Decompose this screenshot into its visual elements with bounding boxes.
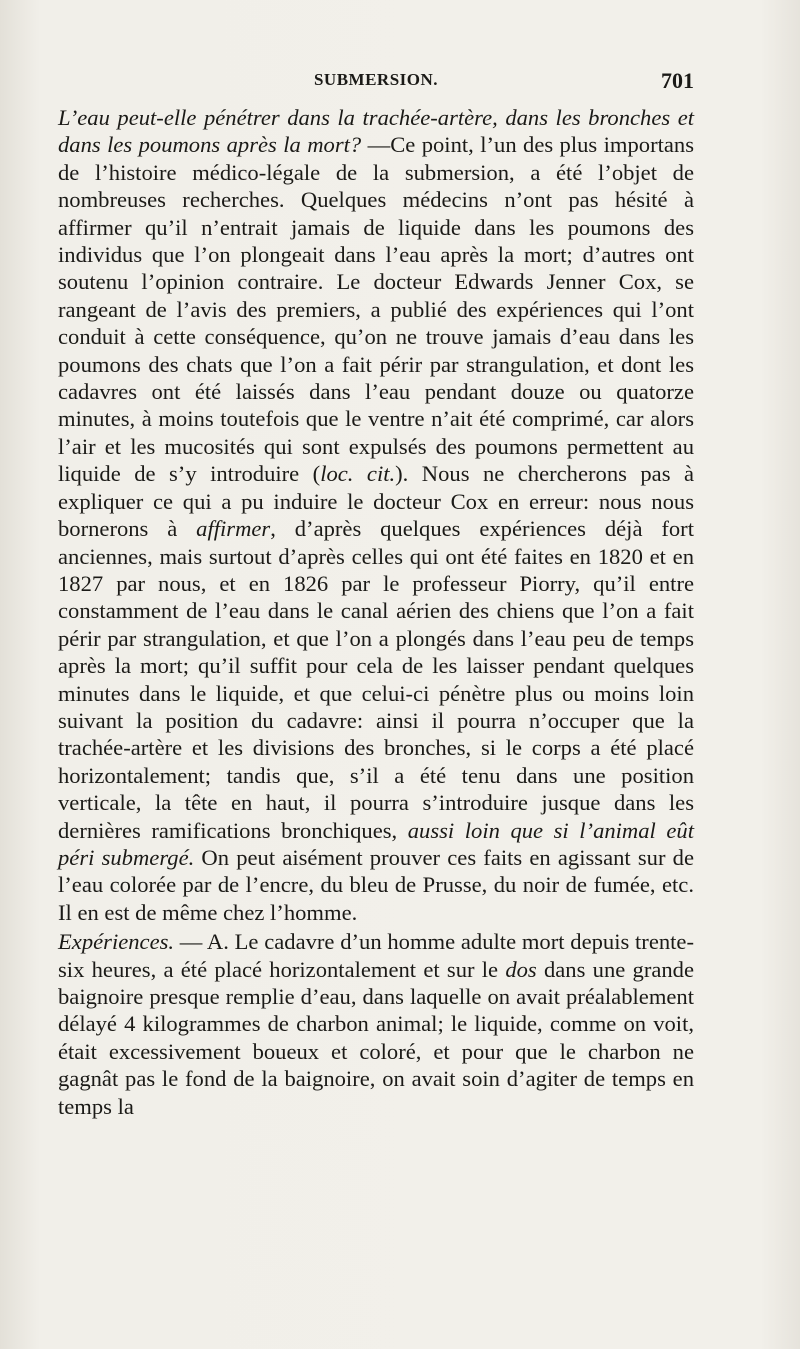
page-number: 701 <box>661 68 694 93</box>
affirmer-emphasis: affirmer <box>196 516 271 542</box>
paragraph2-text-a: — A. Le cadavre d’un homme adulte mort depuis trente-six heures, a été placé horizontalement et sur le <box>58 929 694 982</box>
running-title: SUBMERSION. <box>313 70 439 89</box>
paragraph1-text-b: ). Nous ne chercherons pas à expliquer ce qui a pu induire le docteur Cox en erreur: nous nous bornerons à <box>58 461 694 542</box>
paragraph-submersion-question <box>58 104 694 926</box>
paragraph1-text-a: —Ce point, l’un des plus importans de l’histoire médico-légale de la submersion, a été l’objet de nombreuses recherches. Quelques médecins n’ont pas hésité à affirmer qu’il n’entrait jamais de liquide dans les poumons des individus que l’on plongeait dans l’eau après la mort; d’autres ont soutenu l’opinion contraire. Le docteur Edwards Jenner Cox, se rangeant de l’avis des premiers, a publié des expériences qui l’ont conduit à cette conséquence, qu’on ne trouve jamais d’eau dans les poumons des chats que l’on a fait périr par strangulation, et dont les cadavres ont été laissés dans l’eau pendant douze ou quatorze minutes, à moins toutefois que le ventre n’ait été comprimé, car alors l’air et les mucosités qui sont expulsés des poumons permettent au liquide de s’y introduire ( <box>58 132 694 487</box>
question-heading: L’eau peut-elle pénétrer dans la trachée-artère, dans les bronches et dans les poumons après la mort? <box>58 105 694 158</box>
page-header <box>58 70 694 102</box>
dos-emphasis: dos <box>505 956 537 982</box>
paragraph1-text-d: On peut aisément prouver ces faits en agissant sur de l’eau colorée par de l’encre, du bleu de Prusse, du noir de fumée, etc. Il en est de même chez l’homme. <box>58 844 694 925</box>
paragraph-experiences <box>58 928 694 1120</box>
aussi-loin-emphasis: aussi loin que si l’animal eût péri submergé. <box>58 817 694 870</box>
experiences-label: Expériences. <box>58 929 175 955</box>
body-text <box>58 104 694 1120</box>
paragraph2-text-b: dans une grande baignoire presque remplie d’eau, dans laquelle on avait préalablement délayé 4 kilogrammes de charbon animal; le liquide, comme on voit, était excessivement boueux et coloré, et pour que le charbon ne gagnât pas le fond de la baignoire, on avait soin d’agiter de temps en temps la <box>58 956 694 1119</box>
loc-cit-reference: loc. cit. <box>320 461 396 487</box>
paragraph1-text-c: , d’après quelques expériences déjà fort anciennes, mais surtout d’après celles qui ont été faites en 1820 et en 1827 par nous, et en 1826 par le professeur Piorry, qu’il entre constamment de l’eau dans le canal aérien des chiens que l’on a fait périr par strangulation, et que l’on a plongés dans l’eau peu de temps après la mort; qu’il suffit pour cela de les laisser pendant quelques minutes dans le liquide, et que celui-ci pénètre plus ou moins loin suivant la position du cadavre: ainsi il pourra n’occuper que la trachée-artère et les divisions des bronches, si le corps a été placé horizontalement; tandis que, s’il a été tenu dans une position verticale, la tête en haut, il pourra s’introduire jusque dans les dernières ramifications bronchiques, <box>58 516 694 843</box>
